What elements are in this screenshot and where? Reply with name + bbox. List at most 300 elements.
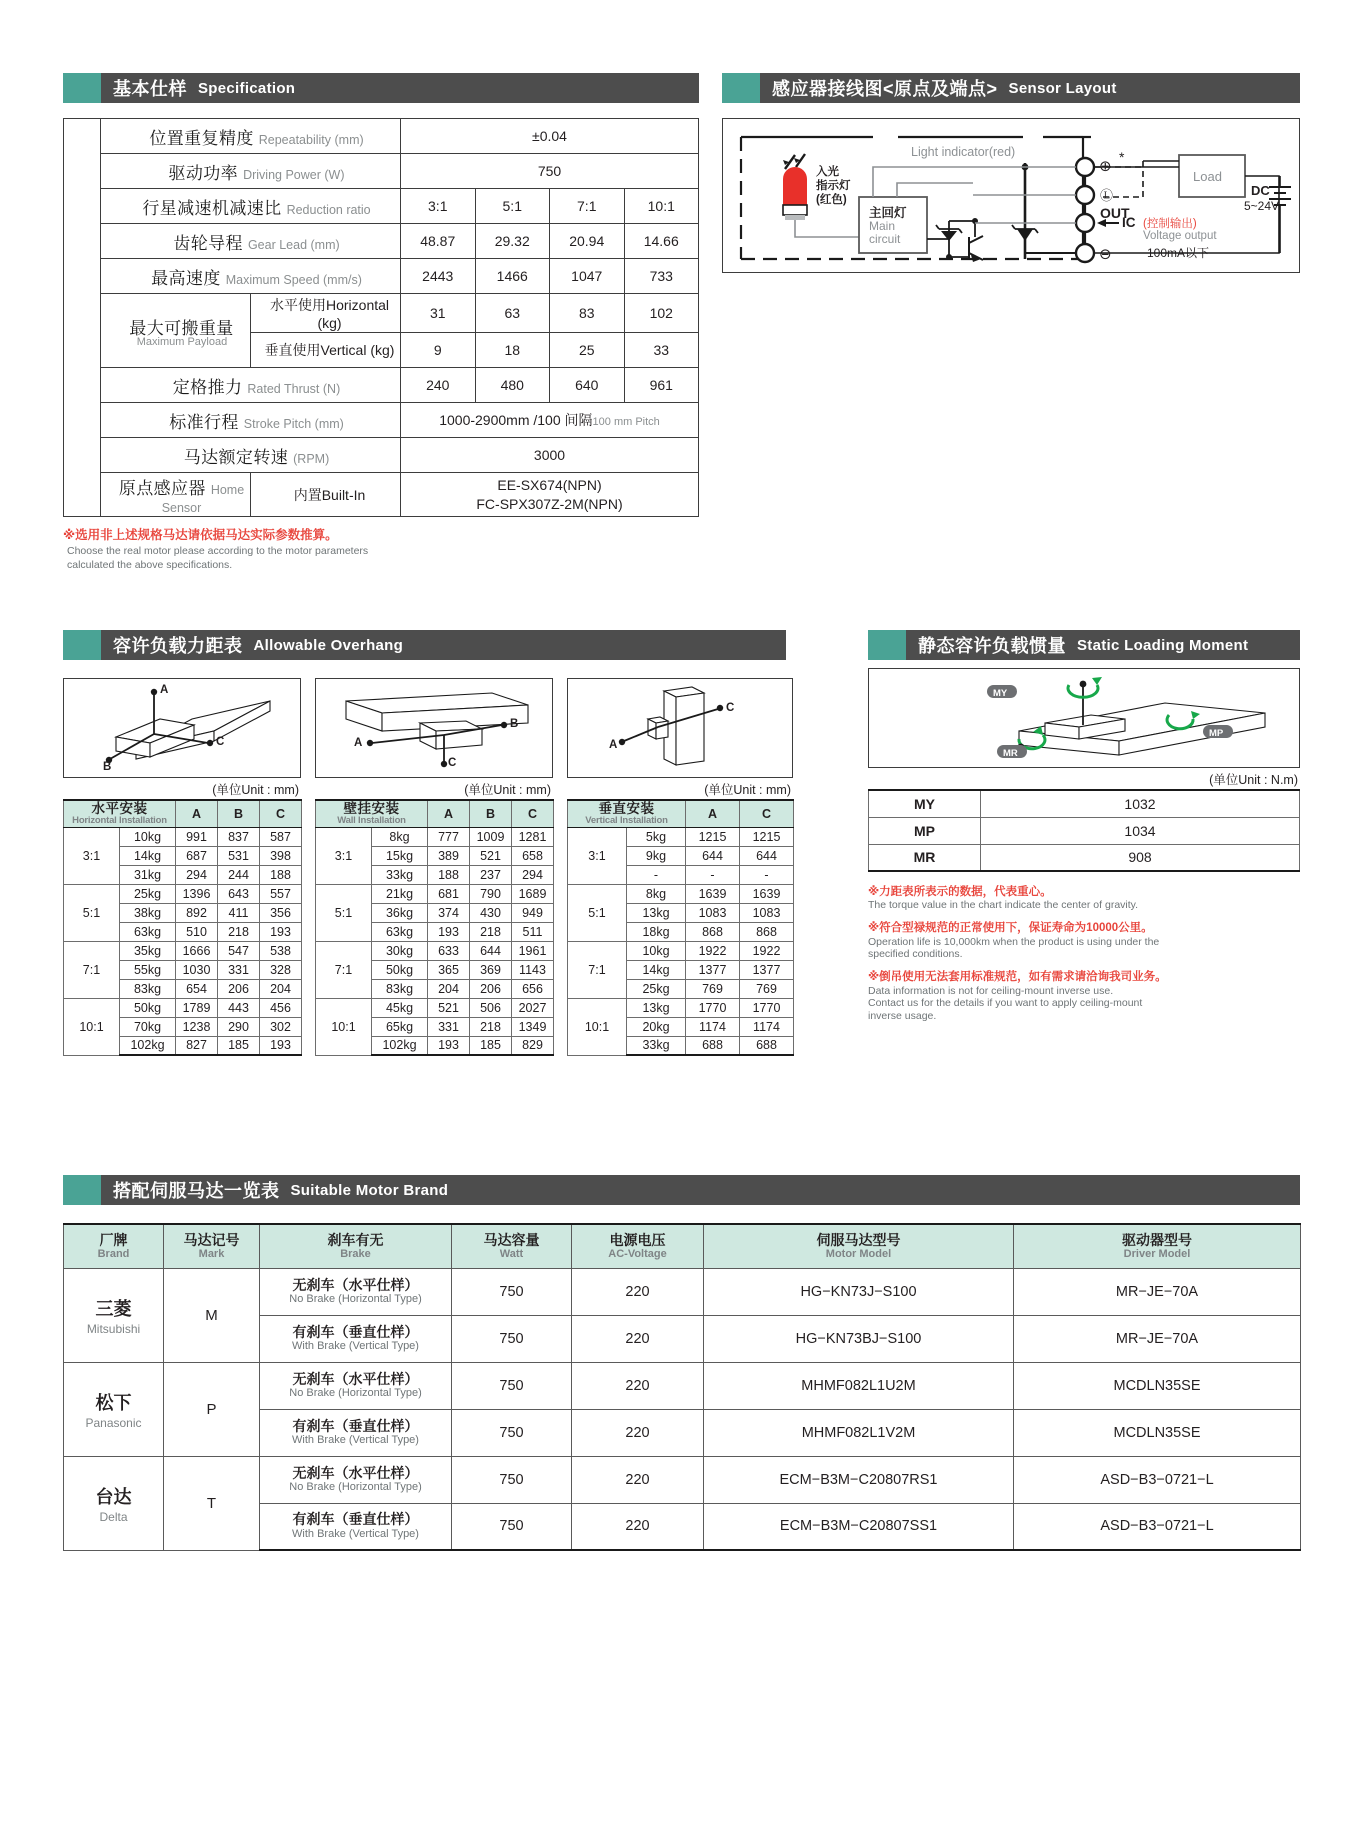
value-cell: 456 <box>260 998 302 1017</box>
row-label-reduction-ratio <box>101 189 401 224</box>
value-thrust-1: 480 <box>475 368 550 403</box>
value-cell: 1174 <box>740 1017 794 1036</box>
main-en-line2: circuit <box>869 232 901 247</box>
horizontal-unit-label: (单位Unit : mm) <box>212 783 299 797</box>
value-cell: 188 <box>428 865 470 884</box>
brand-cn: 松下 <box>95 1392 132 1413</box>
header-cn: 电源电压 <box>609 1231 666 1248</box>
value-cell: 521 <box>428 998 470 1017</box>
lamp-label-line1: 入光 <box>816 166 839 178</box>
table-row <box>316 884 554 903</box>
ratio-cell: 5:1 <box>568 884 627 941</box>
value-cell: 687 <box>176 846 218 865</box>
lamp-label <box>816 165 851 207</box>
vertical-axis-svg <box>568 679 790 776</box>
value-cell: 1770 <box>740 998 794 1017</box>
value-cell: 654 <box>176 979 218 998</box>
value-cell: 538 <box>260 941 302 960</box>
value-cell: 769 <box>686 979 740 998</box>
payload-cell: 55kg <box>120 960 176 979</box>
brake-en: With Brake (Vertical Type) <box>292 1434 419 1447</box>
moment-title-cn: 静态容许负载惯量 <box>918 636 1066 656</box>
payload-cell: 33kg <box>372 865 428 884</box>
dc-range-label: 5~24V <box>1244 199 1280 213</box>
value-cell: 656 <box>512 979 554 998</box>
table-row <box>64 998 302 1017</box>
payload-cell: 33kg <box>627 1036 686 1055</box>
footnote-cn: ※选用非上述规格马达请依据马达实际参数推算。 <box>63 528 338 542</box>
label-cn: 行星减速机减速比 <box>142 198 282 218</box>
label-en: (RPM) <box>293 451 330 466</box>
table-row <box>64 1456 1301 1503</box>
payload-cell: 102kg <box>120 1036 176 1055</box>
brand-cell <box>64 1456 164 1550</box>
value-payload-h-1: 63 <box>475 294 550 333</box>
value-cell: 294 <box>176 865 218 884</box>
driver-model-cell: MR−JE−70A <box>1014 1268 1301 1315</box>
label-en: Home Sensor <box>161 483 245 515</box>
ratio-cell: 10:1 <box>64 998 120 1055</box>
label-en: Driving Power (W) <box>243 167 345 182</box>
value-cell: 398 <box>260 846 302 865</box>
motor-model-cell: MHMF082L1V2M <box>704 1409 1014 1456</box>
axis-label-b: B <box>103 761 112 773</box>
label-cn: 定格推力 <box>172 377 243 397</box>
payload-cell: 38kg <box>120 903 176 922</box>
control-output-en: Voltage output <box>1143 230 1217 242</box>
row-label-vertical-use <box>251 333 401 368</box>
voltage-cell: 220 <box>572 1362 704 1409</box>
label-en: Stroke Pitch (mm) <box>243 416 344 431</box>
payload-cell: 10kg <box>627 941 686 960</box>
ratio-cell: 7:1 <box>316 941 372 998</box>
value-cell: 1030 <box>176 960 218 979</box>
value-cell: 365 <box>428 960 470 979</box>
value-cell: 633 <box>428 941 470 960</box>
value-maxspeed-2: 1047 <box>550 259 625 294</box>
sensor-circuit-svg <box>723 119 1301 274</box>
payload-cell: 25kg <box>120 884 176 903</box>
motor-brand-table <box>63 1223 1301 1551</box>
value-cell: 331 <box>218 960 260 979</box>
motor-model-cell: ECM−B3M−C20807RS1 <box>704 1456 1014 1503</box>
value-cell: 688 <box>740 1036 794 1055</box>
value-cell: 302 <box>260 1017 302 1036</box>
spec-side-cn: 规格 <box>70 283 94 334</box>
payload-cell: 8kg <box>372 827 428 846</box>
brand-cell <box>64 1268 164 1362</box>
value-payload-h-0: 31 <box>401 294 476 333</box>
watt-cell: 750 <box>452 1456 572 1503</box>
overhang-title-en: Allowable Overhang <box>253 636 404 654</box>
value-thrust-0: 240 <box>401 368 476 403</box>
row-label-home-sensor <box>101 473 251 517</box>
brake-cn: 无刹车（水平仕样） <box>292 1464 419 1481</box>
brake-cell <box>260 1503 452 1550</box>
header-en: Horizontal Installation <box>72 814 167 826</box>
value-cell: 244 <box>218 865 260 884</box>
value-cell: 389 <box>428 846 470 865</box>
note-en: inverse usage. <box>868 1010 937 1023</box>
value-cell: 510 <box>176 922 218 941</box>
note-item <box>868 885 1300 912</box>
value-cell: 1377 <box>686 960 740 979</box>
table-row <box>568 941 794 960</box>
axis-label-a: A <box>609 739 618 751</box>
value-cell: 185 <box>218 1036 260 1055</box>
value-cell: 185 <box>470 1036 512 1055</box>
brake-cell <box>260 1315 452 1362</box>
value-cell: 218 <box>218 922 260 941</box>
wall-diagram <box>315 678 553 778</box>
moment-label-mp: MP <box>1209 728 1224 739</box>
label-en: Gear Lead (mm) <box>247 237 340 252</box>
payload-cell: 36kg <box>372 903 428 922</box>
brake-cell <box>260 1409 452 1456</box>
label-en: Repeatability (mm) <box>258 132 364 147</box>
row-label-stroke-pitch <box>101 403 401 438</box>
note-item <box>868 921 1300 961</box>
value-thrust-2: 640 <box>550 368 625 403</box>
moment-label-my: MY <box>993 688 1008 699</box>
payload-cell: 31kg <box>120 865 176 884</box>
brake-en: No Brake (Horizontal Type) <box>289 1481 422 1494</box>
spec-side-en: Spec <box>67 335 97 351</box>
value-cell: 658 <box>512 846 554 865</box>
value-cell: 790 <box>470 884 512 903</box>
label-en: Vertical (kg) <box>320 342 395 358</box>
col-c: C <box>260 800 302 827</box>
note-en: The torque value in the chart indicate the center of gravity. <box>868 899 1139 912</box>
load-label: Load <box>1193 169 1222 184</box>
driver-model-cell: MCDLN35SE <box>1014 1362 1301 1409</box>
overhang-title-cn: 容许负载力距表 <box>113 636 243 656</box>
brand-cn: 台达 <box>95 1486 132 1507</box>
static-moment-table <box>868 789 1300 872</box>
overhang-section-header <box>63 630 786 660</box>
driver-model-cell: ASD−B3−0721−L <box>1014 1503 1301 1550</box>
value-rated-rpm: 3000 <box>401 438 699 473</box>
spec-title-cn: 基本仕样 <box>113 79 187 99</box>
value-cell: 193 <box>260 922 302 941</box>
value-thrust-3: 961 <box>624 368 699 403</box>
value-cell: 1009 <box>470 827 512 846</box>
payload-cell: 65kg <box>372 1017 428 1036</box>
moment-unit-label: (单位Unit : N.m) <box>1209 773 1298 787</box>
horizontal-overhang-table <box>63 799 302 1056</box>
brake-en: No Brake (Horizontal Type) <box>289 1293 422 1306</box>
moment-label-mr: MR <box>1003 748 1018 759</box>
note-en: Contact us for the details if you want to apply ceiling-mount <box>868 997 1143 1010</box>
moment-value: 1032 <box>981 790 1300 817</box>
driver-model-cell: MCDLN35SE <box>1014 1409 1301 1456</box>
table-row <box>64 884 302 903</box>
value-cell: 587 <box>260 827 302 846</box>
column-header <box>452 1224 572 1268</box>
table-row <box>568 827 794 846</box>
value-cell: 430 <box>470 903 512 922</box>
value-cell: 294 <box>512 865 554 884</box>
section-swatch <box>63 73 101 103</box>
section-swatch <box>63 1175 101 1205</box>
label-cn: 位置重复精度 <box>149 128 254 148</box>
payload-cell: 35kg <box>120 941 176 960</box>
row-label-rated-thrust <box>101 368 401 403</box>
value-cell: 949 <box>512 903 554 922</box>
minus-terminal-icon: ⊖ <box>1099 246 1112 263</box>
value-payload-v-0: 9 <box>401 333 476 368</box>
payload-cell: 25kg <box>627 979 686 998</box>
value-gearlead-1: 29.32 <box>475 224 550 259</box>
horizontal-header <box>64 800 176 827</box>
axis-label-c: C <box>216 736 225 748</box>
value-cell: 511 <box>512 922 554 941</box>
value-cell: 991 <box>176 827 218 846</box>
voltage-cell: 220 <box>572 1409 704 1456</box>
payload-cell: 20kg <box>627 1017 686 1036</box>
payload-cell: 83kg <box>372 979 428 998</box>
section-swatch <box>868 630 906 660</box>
payload-cell: 70kg <box>120 1017 176 1036</box>
section-swatch <box>722 73 760 103</box>
table-row <box>316 827 554 846</box>
value-cell: 644 <box>686 846 740 865</box>
watt-cell: 750 <box>452 1315 572 1362</box>
value-cell: 1961 <box>512 941 554 960</box>
brake-en: With Brake (Vertical Type) <box>292 1528 419 1541</box>
header-en: Brake <box>340 1247 371 1260</box>
header-en: Wall Installation <box>337 814 406 826</box>
motor-model-cell: MHMF082L1U2M <box>704 1362 1014 1409</box>
voltage-cell: 220 <box>572 1268 704 1315</box>
driver-model-cell: MR−JE−70A <box>1014 1315 1301 1362</box>
label-cn: 马达额定转速 <box>183 447 289 467</box>
out-terminal-label: OUT <box>1100 205 1130 221</box>
sensor-model-2: FC-SPX307Z-2M(NPN) <box>476 495 623 512</box>
watt-cell: 750 <box>452 1362 572 1409</box>
value-cell: 531 <box>218 846 260 865</box>
stroke-sub: 100 mm Pitch <box>592 416 660 428</box>
note-en: Data information is not for ceiling-mount inverse use. <box>868 984 1114 997</box>
label-en: Maximum Speed (mm/s) <box>225 272 362 287</box>
motor-model-cell: HG−KN73BJ−S100 <box>704 1315 1014 1362</box>
overhang-wall-block <box>315 678 553 1056</box>
brand-title-cn: 搭配伺服马达一览表 <box>113 1181 280 1201</box>
ratio-cell: 5:1 <box>316 884 372 941</box>
col-c: C <box>512 800 554 827</box>
payload-cell: 30kg <box>372 941 428 960</box>
value-maxspeed-1: 1466 <box>475 259 550 294</box>
value-ratio-2: 7:1 <box>550 189 625 224</box>
sensor-title-en: Sensor Layout <box>1008 79 1117 97</box>
moment-name: MP <box>869 817 981 844</box>
table-row <box>64 941 302 960</box>
row-label-built-in <box>251 473 401 517</box>
header-cn: 壁挂安装 <box>343 801 400 817</box>
watt-cell: 750 <box>452 1409 572 1456</box>
value-cell: 1349 <box>512 1017 554 1036</box>
value-cell: 188 <box>260 865 302 884</box>
wall-header <box>316 800 428 827</box>
value-cell: 892 <box>176 903 218 922</box>
vertical-overhang-table <box>567 799 794 1056</box>
horizontal-axis-svg <box>64 679 298 776</box>
footnote-en-1: Choose the real motor please according to the motor parameters <box>67 545 369 557</box>
main-circuit-label-cn: 主回灯 <box>869 206 907 220</box>
control-output-value: 100mA以下 <box>1147 246 1210 260</box>
sensor-model-1: EE-SX674(NPN) <box>497 476 602 493</box>
brake-en: With Brake (Vertical Type) <box>292 1340 419 1353</box>
value-cell: 1789 <box>176 998 218 1017</box>
col-a: A <box>176 800 218 827</box>
col-a: A <box>686 800 740 827</box>
row-label-repeatability <box>101 119 401 154</box>
value-cell: 1143 <box>512 960 554 979</box>
payload-cell: 83kg <box>120 979 176 998</box>
sensor-layout-diagram <box>722 118 1300 273</box>
note-cn: ※力距表所表示的数据，代表重心。 <box>868 886 1052 898</box>
value-payload-h-3: 102 <box>624 294 699 333</box>
table-row <box>869 817 1300 844</box>
specification-table <box>63 118 699 572</box>
header-cn: 厂牌 <box>99 1231 128 1248</box>
value-gearlead-0: 48.87 <box>401 224 476 259</box>
mark-cell: T <box>164 1456 260 1550</box>
label-en: Rated Thrust (N) <box>247 381 341 396</box>
value-cell: 1238 <box>176 1017 218 1036</box>
table-row <box>568 998 794 1017</box>
header-cn: 刹车有无 <box>327 1231 384 1248</box>
column-header <box>704 1224 1014 1268</box>
payload-cell: 9kg <box>627 846 686 865</box>
label-en: Maximum Payload <box>136 335 228 348</box>
ratio-cell: 5:1 <box>64 884 120 941</box>
watt-cell: 750 <box>452 1268 572 1315</box>
dc-label: DC <box>1251 183 1270 198</box>
value-cell: 356 <box>260 903 302 922</box>
value-cell: 1666 <box>176 941 218 960</box>
overhang-horizontal-block <box>63 678 301 1056</box>
section-swatch <box>63 630 101 660</box>
ratio-cell: 10:1 <box>316 998 372 1055</box>
overhang-tables <box>63 668 853 1056</box>
value-cell: 837 <box>218 827 260 846</box>
label-en: Horizontal (kg) <box>317 297 390 331</box>
brake-cell <box>260 1268 452 1315</box>
brand-table-body <box>64 1268 1301 1550</box>
label-en: Reduction ratio <box>286 202 371 217</box>
payload-cell: 10kg <box>120 827 176 846</box>
value-cell: 193 <box>428 1036 470 1055</box>
column-header <box>260 1224 452 1268</box>
value-cell: 557 <box>260 884 302 903</box>
brake-cn: 有刹车（垂直仕样） <box>292 1417 419 1434</box>
axis-label-c: C <box>726 702 735 714</box>
row-label-horizontal-use <box>251 294 401 333</box>
label-cn: 内置 <box>293 486 322 503</box>
header-cn: 垂直安装 <box>598 801 655 817</box>
value-payload-v-1: 18 <box>475 333 550 368</box>
sensor-section-header <box>722 73 1300 103</box>
value-cell: 204 <box>260 979 302 998</box>
value-cell: 644 <box>740 846 794 865</box>
watt-cell: 750 <box>452 1503 572 1550</box>
brake-cn: 有刹车（垂直仕样） <box>292 1511 419 1528</box>
value-cell: 1639 <box>686 884 740 903</box>
mark-cell: M <box>164 1268 260 1362</box>
value-cell: 1174 <box>686 1017 740 1036</box>
note-cn: ※符合型禄规范的正常使用下，保证寿命为10000公里。 <box>868 922 1153 935</box>
wall-unit-label: (单位Unit : mm) <box>464 783 551 797</box>
header-cn: 马达容量 <box>483 1231 540 1248</box>
horizontal-diagram <box>63 678 301 778</box>
moment-title-en: Static Loading Moment <box>1077 636 1249 654</box>
horizontal-table-body <box>64 827 302 1055</box>
column-header <box>64 1224 164 1268</box>
label-cn: 驱动功率 <box>168 163 239 183</box>
brand-title-en: Suitable Motor Brand <box>290 1181 449 1199</box>
value-cell: 827 <box>176 1036 218 1055</box>
lamp-label-line2: 指示灯 <box>816 180 851 193</box>
payload-cell: 18kg <box>627 922 686 941</box>
value-cell: 829 <box>512 1036 554 1055</box>
motor-brand-block <box>63 1213 1300 1551</box>
value-ratio-1: 5:1 <box>475 189 550 224</box>
row-label-gear-lead <box>101 224 401 259</box>
table-row <box>869 844 1300 871</box>
col-c: C <box>740 800 794 827</box>
label-cn: 齿轮导程 <box>173 233 243 253</box>
value-driving-power: 750 <box>401 154 699 189</box>
value-cell: 374 <box>428 903 470 922</box>
note-en: Operation life is 10,000km when the product is using under the <box>868 935 1160 948</box>
value-cell: 2027 <box>512 998 554 1017</box>
brand-en: Mitsubishi <box>86 1321 141 1336</box>
label-cn: 标准行程 <box>169 412 239 432</box>
axis-label-c: C <box>448 757 457 769</box>
value-cell: 1639 <box>740 884 794 903</box>
footnote-en-2: calculated the above specifications. <box>67 558 233 571</box>
value-cell: 1396 <box>176 884 218 903</box>
value-payload-v-3: 33 <box>624 333 699 368</box>
brake-cn: 无刹车（水平仕样） <box>292 1370 419 1387</box>
column-header <box>1014 1224 1301 1268</box>
ratio-cell: 7:1 <box>568 941 627 998</box>
payload-cell: 15kg <box>372 846 428 865</box>
value-cell: - <box>740 865 794 884</box>
value-cell: 206 <box>470 979 512 998</box>
value-cell: 688 <box>686 1036 740 1055</box>
payload-cell: 13kg <box>627 998 686 1017</box>
value-maxspeed-3: 733 <box>624 259 699 294</box>
moment-name: MY <box>869 790 981 817</box>
brake-cn: 无刹车（水平仕样） <box>292 1276 419 1293</box>
table-row <box>316 941 554 960</box>
value-maxspeed-0: 2443 <box>401 259 476 294</box>
payload-cell: 21kg <box>372 884 428 903</box>
moment-table-body <box>869 790 1300 871</box>
value-cell: 777 <box>428 827 470 846</box>
asterisk-marker: * <box>1119 149 1125 165</box>
payload-cell: 63kg <box>120 922 176 941</box>
overhang-vertical-block <box>567 678 793 1056</box>
value-cell: 506 <box>470 998 512 1017</box>
value-cell: 1083 <box>686 903 740 922</box>
main-circuit-label-en <box>869 220 900 247</box>
ratio-cell: 3:1 <box>316 827 372 884</box>
value-cell: 1083 <box>740 903 794 922</box>
label-cn: 原点感应器 <box>118 479 206 498</box>
